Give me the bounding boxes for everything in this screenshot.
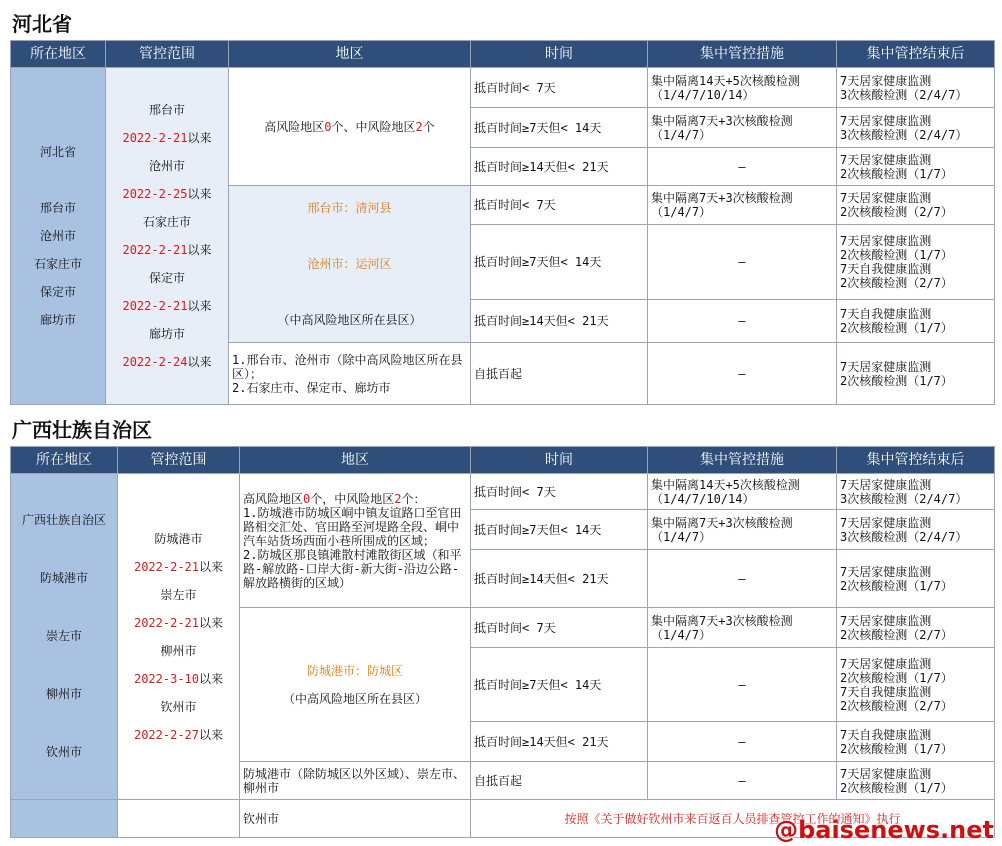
region-cell [11, 68, 106, 405]
scope-city: 柳州市 [160, 643, 197, 658]
header-scope: 管控范围 [106, 41, 229, 68]
area-county-note: （中高风险地区所在县区） [282, 691, 427, 706]
area-text: 高风险地区 [264, 119, 325, 134]
measure-cell: — [648, 343, 837, 405]
scope-date: 2022-2-21 [122, 299, 188, 313]
header-region: 所在地区 [11, 447, 118, 474]
scope-city: 钦州市 [160, 699, 197, 714]
after-cell: 7天自我健康监测 2次核酸检测（1/7） [837, 722, 995, 762]
region-line: 广西壮族自治区 [21, 513, 106, 527]
scope-city: 沧州市 [148, 159, 185, 173]
measure-cell: 集中隔离14天+5次核酸检测 （1/4/7/10/14） [648, 474, 837, 510]
after-cell: 7天居家健康监测 3次核酸检测（2/4/7） [837, 68, 995, 108]
header-area: 地区 [229, 41, 471, 68]
area-count: 2 [394, 491, 402, 506]
area-text: 个： [401, 491, 426, 506]
area-count: 0 [324, 119, 332, 134]
area-text: 个、中风险地区 [331, 119, 416, 134]
time-cell: 抵百时间≥14天但< 21天 [471, 550, 648, 608]
scope-date: 2022-2-21 [122, 131, 188, 145]
measure-cell: — [648, 224, 837, 299]
scope-date: 2022-2-21 [133, 559, 199, 574]
area-county-cell [240, 608, 471, 762]
area-qinzhou-cell: 钦州市 [240, 800, 471, 838]
scope-cell [106, 68, 229, 405]
header-after: 集中管控结束后 [837, 447, 995, 474]
guangxi-section-title: 广西壮族自治区 [12, 418, 152, 442]
header-time: 时间 [471, 41, 648, 68]
time-cell: 抵百时间≥14天但< 21天 [471, 722, 648, 762]
measure-cell: — [648, 148, 837, 186]
region-line: 廊坊市 [39, 313, 76, 327]
after-cell: 7天自我健康监测 2次核酸检测（1/7） [837, 300, 995, 343]
scope-suffix: 以来 [199, 615, 224, 630]
scope-suffix: 以来 [187, 355, 212, 369]
region-line: 钦州市 [45, 745, 82, 759]
after-cell: 7天居家健康监测 2次核酸检测（1/7） 7天自我健康监测 2次核酸检测（2/7） [837, 648, 995, 722]
after-cell: 7天居家健康监测 2次核酸检测（2/7） [837, 608, 995, 648]
measure-cell: — [648, 550, 837, 608]
scope-date: 2022-2-21 [133, 615, 199, 630]
time-cell: 抵百时间≥7天但< 14天 [471, 108, 648, 148]
scope-suffix: 以来 [187, 299, 212, 313]
header-scope: 管控范围 [118, 447, 240, 474]
scope-date: 2022-3-10 [133, 671, 199, 686]
region-line [14, 173, 102, 187]
area-count: 2 [415, 119, 423, 134]
after-cell: 7天居家健康监测 3次核酸检测（2/4/7） [837, 474, 995, 510]
scope-date: 2022-2-27 [133, 727, 199, 742]
measure-cell: 集中隔离7天+3次核酸检测 （1/4/7） [648, 108, 837, 148]
time-cell: 抵百时间≥14天但< 21天 [471, 148, 648, 186]
scope-date: 2022-2-24 [122, 355, 188, 369]
time-cell: 抵百时间≥7天但< 14天 [471, 510, 648, 550]
measure-cell: — [648, 300, 837, 343]
header-time: 时间 [471, 447, 648, 474]
area-count: 0 [303, 491, 311, 506]
after-cell: 7天居家健康监测 2次核酸检测（1/7） [837, 148, 995, 186]
scope-suffix: 以来 [199, 727, 224, 742]
area-risk-detail: 1.防城港市防城区峒中镇友谊路口至官田路相交汇处、官田路至河堤路全段、峒中汽车站货场西面小巷所围成的区域； 2.防城区那良镇滩散村滩散街区域（和平路-解放路-口岸大街-新大街-沿边公路-解放路横街的区域） [243, 505, 462, 590]
area-county-cell [229, 186, 471, 343]
after-cell: 7天居家健康监测 2次核酸检测（1/7） [837, 343, 995, 405]
header-after: 集中管控结束后 [837, 41, 995, 68]
region-line: 保定市 [39, 285, 76, 299]
scope-suffix: 以来 [187, 187, 212, 201]
region-line: 邢台市 [39, 201, 76, 215]
measure-cell: — [648, 722, 837, 762]
scope-cell [118, 474, 240, 800]
time-cell: 自抵百起 [471, 343, 648, 405]
area-county-note: （中高风险地区所在县区） [277, 313, 422, 327]
header-area: 地区 [240, 447, 471, 474]
time-cell: 抵百时间≥7天但< 14天 [471, 648, 648, 722]
area-county-line: 沧州市：运河区 [307, 257, 392, 271]
time-cell: 抵百时间< 7天 [471, 68, 648, 108]
measure-cell: — [648, 762, 837, 800]
region-line: 河北省 [39, 145, 76, 159]
scope-city: 防城港市 [154, 531, 203, 546]
region-cell [11, 474, 118, 800]
measure-cell: 集中隔离7天+3次核酸检测 （1/4/7） [648, 510, 837, 550]
watermark-logo: @baisenews.net [774, 816, 994, 844]
region-line: 崇左市 [45, 629, 82, 643]
measure-cell: 集中隔离7天+3次核酸检测 （1/4/7） [648, 608, 837, 648]
region-line: 柳州市 [45, 687, 82, 701]
measure-cell: 集中隔离7天+3次核酸检测 （1/4/7） [648, 186, 837, 225]
scope-suffix: 以来 [199, 671, 224, 686]
hebei-header-row [11, 41, 995, 68]
scope-city: 保定市 [148, 271, 185, 285]
area-risk-cell [229, 68, 471, 186]
after-cell: 7天居家健康监测 2次核酸检测（1/7） 7天自我健康监测 2次核酸检测（2/7） [837, 224, 995, 299]
area-county-line: 邢台市：清河县 [307, 201, 392, 215]
scope-date: 2022-2-25 [122, 187, 188, 201]
scope-city: 崇左市 [160, 587, 197, 602]
scope-suffix: 以来 [187, 243, 212, 257]
area-text: 个 [422, 119, 435, 134]
time-cell: 抵百时间≥7天但< 14天 [471, 224, 648, 299]
region-line: 石家庄市 [33, 257, 82, 271]
scope-city: 廊坊市 [148, 327, 185, 341]
header-measure: 集中管控措施 [648, 447, 837, 474]
table-row [11, 68, 995, 108]
header-region: 所在地区 [11, 41, 106, 68]
table-row [11, 474, 995, 510]
scope-city: 石家庄市 [142, 215, 191, 229]
region-line: 沧州市 [39, 229, 76, 243]
hebei-section-title: 河北省 [12, 12, 72, 36]
time-cell: 自抵百起 [471, 762, 648, 800]
area-text: 个，中风险地区 [310, 491, 395, 506]
scope-date: 2022-2-21 [122, 243, 188, 257]
time-cell: 抵百时间< 7天 [471, 186, 648, 225]
guangxi-table [10, 446, 995, 838]
time-cell: 抵百时间< 7天 [471, 474, 648, 510]
area-text: 高风险地区 [243, 491, 304, 506]
qinzhou-note: 按照《关于做好钦州市来百返百人员排查管控工作的通知》执行 [471, 800, 995, 838]
guangxi-header-row [11, 447, 995, 474]
area-county-line: 防城港市：防城区 [306, 663, 403, 678]
area-other-cell: 1.邢台市、沧州市（除中高风险地区所在县区）； 2.石家庄市、保定市、廊坊市 [229, 343, 471, 405]
time-cell: 抵百时间≥14天但< 21天 [471, 300, 648, 343]
hebei-table [10, 40, 995, 405]
after-cell: 7天居家健康监测 2次核酸检测（2/7） [837, 186, 995, 225]
scope-city: 邢台市 [148, 103, 185, 117]
measure-cell: 集中隔离14天+5次核酸检测 （1/4/7/10/14） [648, 68, 837, 108]
measure-cell: — [648, 648, 837, 722]
scope-suffix: 以来 [187, 131, 212, 145]
region-line: 防城港市 [39, 571, 88, 585]
after-cell: 7天居家健康监测 2次核酸检测（1/7） [837, 762, 995, 800]
time-cell: 抵百时间< 7天 [471, 608, 648, 648]
header-measure: 集中管控措施 [648, 41, 837, 68]
scope-suffix: 以来 [199, 559, 224, 574]
after-cell: 7天居家健康监测 2次核酸检测（1/7） [837, 550, 995, 608]
after-cell: 7天居家健康监测 3次核酸检测（2/4/7） [837, 510, 995, 550]
area-other-cell: 防城港市（除防城区以外区域）、崇左市、柳州市 [240, 762, 471, 800]
after-cell: 7天居家健康监测 3次核酸检测（2/4/7） [837, 108, 995, 148]
area-risk-cell [240, 474, 471, 608]
